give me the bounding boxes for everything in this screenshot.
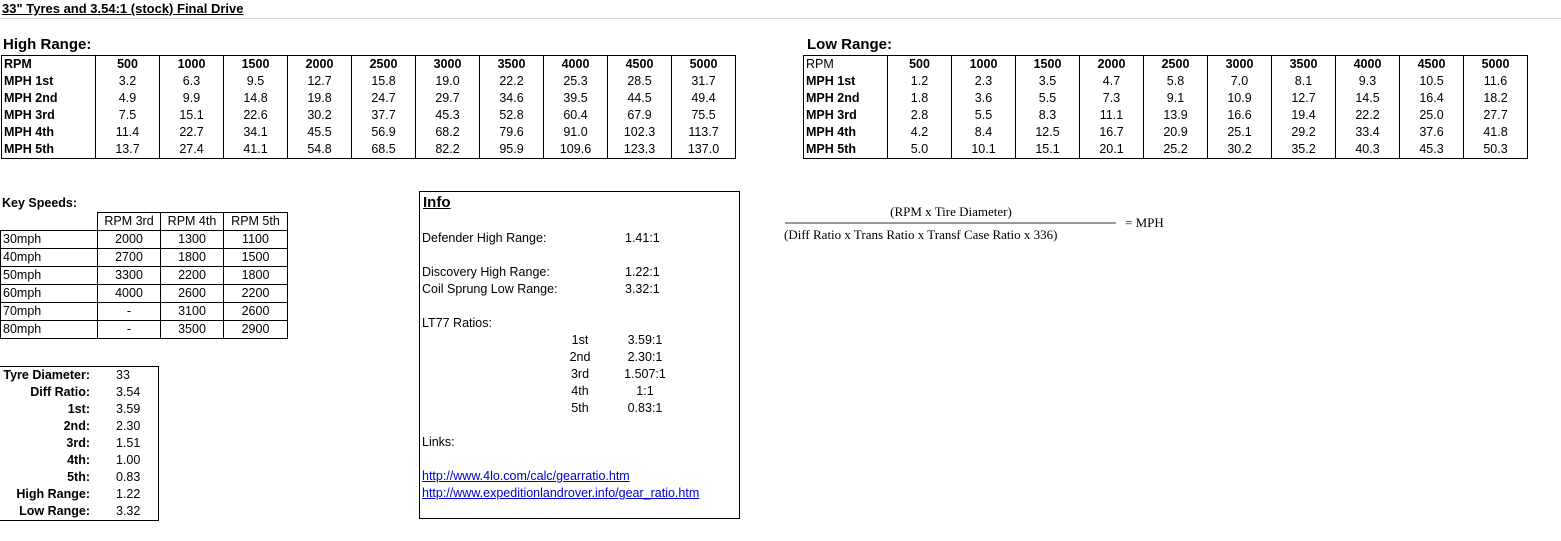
table-cell: 41.1	[224, 141, 288, 159]
table-cell: 19.8	[288, 90, 352, 107]
param-label: 2nd:	[63, 419, 90, 433]
rpm-cell: 2000	[288, 56, 352, 74]
table-cell: 2700	[98, 249, 161, 267]
table-cell: 15.8	[352, 73, 416, 90]
rpm-cell: 2500	[352, 56, 416, 74]
table-row	[1, 285, 288, 303]
table-cell: 4.7	[1080, 73, 1144, 90]
table-cell: 6.3	[160, 73, 224, 90]
column-header: RPM 5th	[224, 213, 288, 231]
rpm-cell: 5000	[1481, 57, 1510, 71]
table-cell: 39.5	[544, 90, 608, 107]
column-header: RPM 4th	[161, 213, 224, 231]
table-cell: 79.6	[480, 124, 544, 141]
table-cell: 12.7	[288, 73, 352, 90]
row-label: MPH 4th	[804, 124, 888, 141]
table-cell: 34.6	[480, 90, 544, 107]
table-cell: 13.7	[96, 141, 160, 159]
table-cell: 2.8	[888, 107, 952, 124]
table-cell: 11.1	[1080, 107, 1144, 124]
table-cell: 56.9	[352, 124, 416, 141]
table-cell: 3100	[161, 303, 224, 321]
table-cell: 37.7	[352, 107, 416, 124]
param-value: 3.59	[116, 402, 141, 416]
param-label: High Range:	[16, 487, 90, 501]
table-cell: 22.2	[1336, 107, 1400, 124]
table-cell: 30.2	[288, 107, 352, 124]
row-label: 40mph	[1, 249, 98, 267]
param-row	[0, 418, 158, 435]
table-cell: 10.5	[1400, 73, 1464, 90]
rpm-cell: 1000	[952, 56, 1016, 74]
table-cell: 68.5	[352, 141, 416, 159]
gear-label: 4th	[571, 384, 589, 398]
formula-denominator: (Diff Ratio x Trans Ratio x Transf Case Ratio x 336)	[784, 227, 1058, 242]
table-cell: 20.1	[1080, 141, 1144, 159]
gear-ratio: 0.83:1	[627, 401, 663, 415]
table-cell: 7.0	[1208, 73, 1272, 90]
table-cell: 28.5	[608, 73, 672, 90]
formula-numerator: (RPM x Tire Diameter)	[890, 204, 1012, 219]
rpm-cell: 500	[96, 56, 160, 74]
rpm-cell: 5000	[689, 57, 718, 71]
param-row	[0, 401, 158, 418]
table-cell: 5.5	[1016, 90, 1080, 107]
table-cell: 102.3	[608, 124, 672, 141]
formula-result: = MPH	[1125, 215, 1164, 230]
gear-ratio: 1:1	[636, 384, 654, 398]
table-cell: 137.0	[687, 142, 720, 156]
table-cell: 9.3	[1336, 73, 1400, 90]
table-cell: 2000	[98, 231, 161, 249]
param-label: Tyre Diameter:	[3, 368, 90, 382]
gear-ratio: 2.30:1	[627, 350, 663, 364]
table-cell: 13.9	[1144, 107, 1208, 124]
row-label: MPH 5th	[2, 141, 96, 159]
table-cell: 1500	[224, 249, 288, 267]
table-cell: 3.5	[1016, 73, 1080, 90]
discovery-label: Discovery High Range:	[422, 265, 550, 279]
row-label: MPH 1st	[804, 73, 888, 90]
sheet-title: 33" Tyres and 3.54:1 (stock) Final Drive	[2, 1, 244, 16]
table-cell: 7.5	[96, 107, 160, 124]
rpm-cell: 4000	[1336, 56, 1400, 74]
table-cell: 11.6	[1483, 74, 1508, 88]
row-label: 30mph	[1, 231, 98, 249]
table-cell: 27.4	[160, 141, 224, 159]
rpm-cell: 1000	[160, 56, 224, 74]
table-cell: 35.2	[1272, 141, 1336, 159]
key-speeds-table	[0, 212, 288, 339]
rpm-label: RPM	[2, 56, 96, 74]
link-4lo-gearratio[interactable]: http://www.4lo.com/calc/gearratio.htm	[422, 469, 630, 483]
formula-fraction-bar	[785, 222, 1116, 224]
table-cell: 60.4	[544, 107, 608, 124]
table-cell: 41.8	[1483, 125, 1508, 139]
rpm-cell: 4000	[544, 56, 608, 74]
table-cell: 16.4	[1400, 90, 1464, 107]
param-row	[0, 435, 158, 452]
rpm-cell: 3500	[480, 56, 544, 74]
low-range-table	[803, 55, 1528, 159]
key-speeds-header-row	[1, 213, 288, 231]
table-cell: 52.8	[480, 107, 544, 124]
table-cell: 22.7	[160, 124, 224, 141]
row-label: MPH 5th	[804, 141, 888, 159]
table-row	[1, 267, 288, 285]
table-cell: 5.0	[888, 141, 952, 159]
table-cell: 1.8	[888, 90, 952, 107]
table-cell: 3.6	[952, 90, 1016, 107]
param-row	[0, 452, 158, 469]
param-row	[0, 503, 158, 521]
table-cell: 22.2	[480, 73, 544, 90]
table-cell: 10.1	[952, 141, 1016, 159]
lt77-label: LT77 Ratios:	[422, 316, 492, 330]
table-row	[2, 141, 736, 159]
table-cell: 37.6	[1400, 124, 1464, 141]
table-cell: 14.8	[224, 90, 288, 107]
row-label: 50mph	[1, 267, 98, 285]
top-divider	[0, 18, 1561, 19]
low-range-heading: Low Range:	[807, 36, 892, 53]
high-range-table-wrap	[1, 55, 736, 159]
table-cell: 15.1	[160, 107, 224, 124]
table-cell: 16.7	[1080, 124, 1144, 141]
param-label: 3rd:	[66, 436, 90, 450]
table-row	[1, 249, 288, 267]
table-cell: 8.4	[952, 124, 1016, 141]
table-cell: 20.9	[1144, 124, 1208, 141]
table-cell: 1800	[224, 267, 288, 285]
table-cell: 45.5	[288, 124, 352, 141]
table-cell: 22.6	[224, 107, 288, 124]
links-label: Links:	[422, 435, 455, 449]
param-row	[0, 367, 158, 385]
param-label: Low Range:	[19, 504, 90, 518]
table-cell: 10.9	[1208, 90, 1272, 107]
table-cell: 68.2	[416, 124, 480, 141]
table-row	[2, 73, 736, 90]
defender-label: Defender High Range:	[422, 231, 547, 245]
coil-sprung-label: Coil Sprung Low Range:	[422, 282, 558, 296]
row-label: MPH 2nd	[804, 90, 888, 107]
table-cell: 18.2	[1483, 91, 1508, 105]
table-row	[1, 321, 288, 339]
table-cell: 113.7	[688, 125, 719, 139]
rpm-cell: 2500	[1144, 56, 1208, 74]
param-value: 1.22	[116, 487, 141, 501]
table-cell: 2200	[224, 285, 288, 303]
table-cell: 1800	[161, 249, 224, 267]
high-range-header-row	[2, 56, 736, 74]
table-cell: 5.5	[952, 107, 1016, 124]
row-label: MPH 4th	[2, 124, 96, 141]
table-row	[804, 107, 1528, 124]
table-row	[804, 90, 1528, 107]
row-label: MPH 2nd	[2, 90, 96, 107]
table-cell: 3500	[161, 321, 224, 339]
table-cell: 54.8	[288, 141, 352, 159]
rpm-cell: 3000	[1208, 56, 1272, 74]
table-cell: 12.5	[1016, 124, 1080, 141]
table-cell: 4.2	[888, 124, 952, 141]
low-range-header-row	[804, 56, 1528, 74]
param-value: 0.83	[116, 470, 141, 484]
table-cell: 95.9	[480, 141, 544, 159]
table-cell: 2.3	[952, 73, 1016, 90]
table-cell: 25.0	[1400, 107, 1464, 124]
table-cell: 24.7	[352, 90, 416, 107]
table-cell: 25.3	[544, 73, 608, 90]
table-cell: 25.1	[1208, 124, 1272, 141]
table-cell: 2200	[161, 267, 224, 285]
param-label: 4th:	[67, 453, 90, 467]
rpm-label: RPM	[804, 56, 888, 74]
param-value: 2.30	[116, 419, 141, 433]
table-cell: 123.3	[608, 141, 672, 159]
low-range-table-wrap	[803, 55, 1528, 159]
table-row	[2, 107, 736, 124]
rpm-cell: 3000	[416, 56, 480, 74]
column-header: RPM 3rd	[98, 213, 161, 231]
table-cell: 44.5	[608, 90, 672, 107]
table-row	[804, 141, 1528, 159]
table-row	[2, 90, 736, 107]
table-row	[804, 124, 1528, 141]
gear-ratio: 1.507:1	[624, 367, 666, 381]
info-box	[419, 191, 740, 519]
table-cell: 2900	[224, 321, 288, 339]
high-range-table	[1, 55, 736, 159]
table-row	[1, 231, 288, 249]
gear-label: 1st	[571, 333, 589, 347]
table-cell: 3300	[98, 267, 161, 285]
table-cell: 67.9	[608, 107, 672, 124]
gear-ratio: 3.59:1	[627, 333, 663, 347]
table-cell: 33.4	[1336, 124, 1400, 141]
table-cell: 34.1	[224, 124, 288, 141]
table-cell: 1100	[224, 231, 288, 249]
param-value: 1.51	[116, 436, 141, 450]
table-cell: 75.5	[691, 108, 716, 122]
param-value: 3.54	[116, 385, 141, 399]
table-cell: 3.2	[96, 73, 160, 90]
param-label: 1st:	[67, 402, 90, 416]
key-speeds-heading: Key Speeds:	[2, 196, 78, 210]
table-cell: 27.7	[1483, 108, 1508, 122]
table-cell: 1.2	[888, 73, 952, 90]
table-cell: 82.2	[416, 141, 480, 159]
param-row	[0, 486, 158, 503]
blank-cell	[1, 213, 98, 231]
param-row	[0, 384, 158, 401]
row-label: 80mph	[1, 321, 98, 339]
param-value: 1.00	[116, 453, 141, 467]
gear-label: 2nd	[569, 350, 591, 364]
table-row	[804, 73, 1528, 90]
table-cell: 1300	[161, 231, 224, 249]
table-cell: 5.8	[1144, 73, 1208, 90]
table-cell: 11.4	[96, 124, 160, 141]
discovery-value: 1.22:1	[625, 265, 660, 279]
gear-label: 5th	[571, 401, 589, 415]
table-cell: 12.7	[1272, 90, 1336, 107]
table-cell: 91.0	[544, 124, 608, 141]
table-cell: 9.1	[1144, 90, 1208, 107]
coil-sprung-value: 3.32:1	[625, 282, 660, 296]
table-cell: 50.3	[1483, 142, 1508, 156]
rpm-cell: 2000	[1080, 56, 1144, 74]
link-expedition-gear-ratio[interactable]: http://www.expeditionlandrover.info/gear_ratio.htm	[422, 486, 700, 500]
table-cell: 8.3	[1016, 107, 1080, 124]
info-heading: Info	[423, 194, 451, 211]
table-cell: 31.7	[691, 74, 716, 88]
param-value: 3.32	[116, 504, 141, 518]
row-label: 60mph	[1, 285, 98, 303]
table-row	[2, 124, 736, 141]
row-label: MPH 1st	[2, 73, 96, 90]
row-label: MPH 3rd	[2, 107, 96, 124]
table-cell: 9.9	[160, 90, 224, 107]
table-cell: 29.7	[416, 90, 480, 107]
rpm-cell: 1500	[1016, 56, 1080, 74]
table-cell: 14.5	[1336, 90, 1400, 107]
table-cell: -	[98, 321, 161, 339]
rpm-cell: 3500	[1272, 56, 1336, 74]
table-cell: 2600	[224, 303, 288, 321]
table-cell: 19.4	[1272, 107, 1336, 124]
table-cell: -	[98, 303, 161, 321]
param-value: 33	[116, 368, 130, 382]
row-label: MPH 3rd	[804, 107, 888, 124]
rpm-cell: 4500	[608, 56, 672, 74]
table-cell: 29.2	[1272, 124, 1336, 141]
table-cell: 45.3	[416, 107, 480, 124]
high-range-heading: High Range:	[3, 36, 92, 53]
table-cell: 9.5	[224, 73, 288, 90]
table-cell: 109.6	[544, 141, 608, 159]
table-cell: 7.3	[1080, 90, 1144, 107]
table-cell: 16.6	[1208, 107, 1272, 124]
table-cell: 45.3	[1400, 141, 1464, 159]
defender-value: 1.41:1	[625, 231, 660, 245]
row-label: 70mph	[1, 303, 98, 321]
table-row	[1, 303, 288, 321]
table-cell: 25.2	[1144, 141, 1208, 159]
table-cell: 8.1	[1272, 73, 1336, 90]
rpm-cell: 500	[888, 56, 952, 74]
table-cell: 30.2	[1208, 141, 1272, 159]
param-row	[0, 469, 158, 486]
table-cell: 4.9	[96, 90, 160, 107]
param-label: 5th:	[67, 470, 90, 484]
table-cell: 15.1	[1016, 141, 1080, 159]
table-cell: 40.3	[1336, 141, 1400, 159]
parameters-box	[0, 366, 159, 521]
rpm-cell: 4500	[1400, 56, 1464, 74]
table-cell: 19.0	[416, 73, 480, 90]
rpm-cell: 1500	[224, 56, 288, 74]
table-cell: 2600	[161, 285, 224, 303]
gear-label: 3rd	[570, 367, 590, 381]
table-cell: 4000	[98, 285, 161, 303]
table-cell: 49.4	[691, 91, 716, 105]
param-label: Diff Ratio:	[30, 385, 90, 399]
parameters-table	[0, 366, 159, 521]
key-speeds-table-wrap	[0, 212, 288, 339]
